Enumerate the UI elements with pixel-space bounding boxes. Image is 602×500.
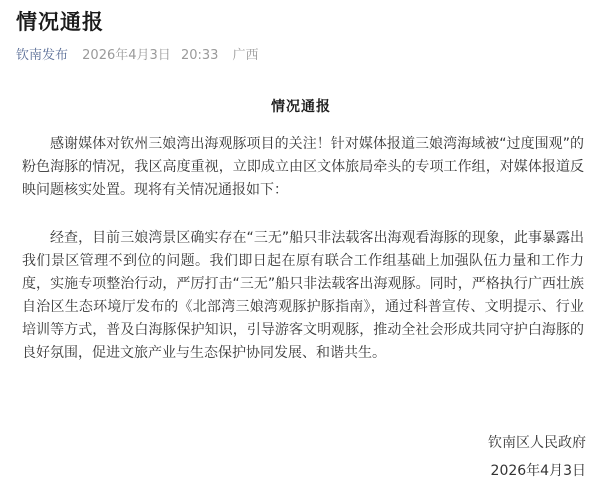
article-paragraph: 经查，目前三娘湾景区确实存在“三无”船只非法载客出海观看海豚的现象，此事暴露出我们景区管理不到位的问题。我们即日起在原有联合工作组基础上加强队伍力量和工作力度，实施专项整治行动，严厉打击“三无”船只非法载客出海观豚。同时，严格执行广西壮族自治区生态环境厅发布的《北部湾三娘湾观豚护豚指南》，通过科普宣传、文明提示、行业培训等方式，普及白海豚保护知识，引导游客文明观豚，推动全社会形成共同守护白海豚的良好氛围，促进文旅产业与生态保护协同发展、和谐共生。 xyxy=(22,230,584,361)
publish-date: 2026年4月3日 xyxy=(82,48,171,63)
signature-organization: 钦南区人民政府 xyxy=(488,435,586,451)
account-name-link[interactable]: 钦南发布 xyxy=(16,48,69,63)
article-paragraph: 感谢媒体对钦州三娘湾出海观豚项目的关注！针对媒体报道三娘湾海域被“过度围观”的粉色海豚的情况，我区高度重视，立即成立由区文体旅局牵头的专项工作组，对媒体报道反映问题核实处置。现将有关情况通报如下： xyxy=(22,136,584,198)
document-title: 情况通报 xyxy=(271,99,331,115)
publish-location: 广西 xyxy=(232,48,259,63)
article-header-title: 情况通报 xyxy=(16,10,104,34)
article-meta xyxy=(16,44,259,63)
publish-time: 20:33 xyxy=(180,48,219,63)
signature-date: 2026年4月3日 xyxy=(490,463,586,479)
